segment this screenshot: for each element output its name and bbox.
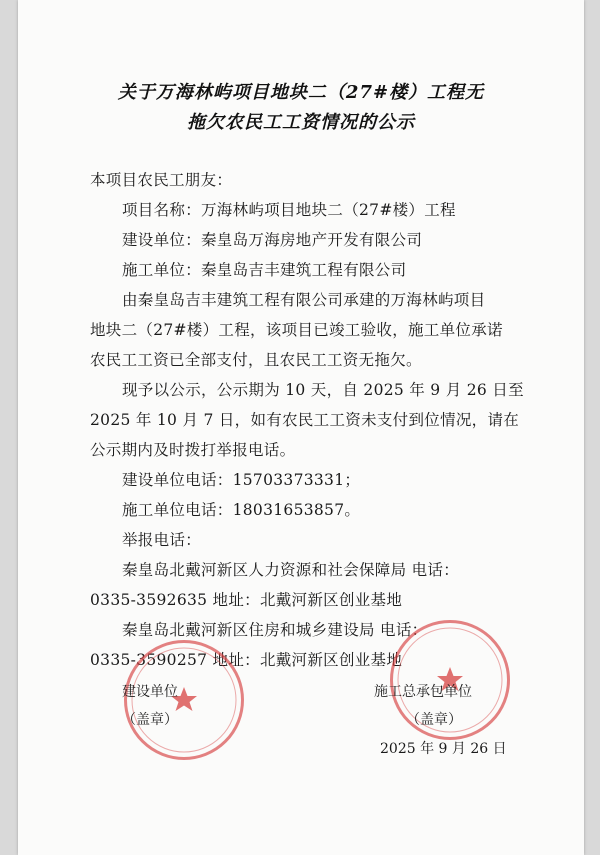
- builder-signature-label: 建设单位: [122, 684, 178, 700]
- report-phone-label: 举报电话：: [122, 531, 202, 549]
- project-name: 项目名称：万海林屿项目地块二（27#楼）工程: [122, 201, 456, 219]
- document-date: 2025 年 9 月 26 日: [380, 741, 507, 757]
- contractor-signature-label: 施工总承包单位: [374, 684, 472, 700]
- builder-unit: 建设单位：秦皇岛万海房地产开发有限公司: [122, 231, 423, 249]
- housing-bureau-line1: 秦皇岛北戴河新区住房和城乡建设局 电话：: [122, 621, 428, 639]
- salutation: 本项目农民工朋友：: [90, 171, 233, 189]
- document-title-line2: 拖欠农民工工资情况的公示: [187, 112, 415, 133]
- para2-line3: 公示期内及时拨打举报电话。: [90, 441, 296, 459]
- contractor-seal-label: （盖章）: [406, 712, 462, 728]
- builder-phone: 建设单位电话：15703373331；: [122, 471, 361, 489]
- builder-seal-label: （盖章）: [122, 712, 178, 728]
- para1-line3: 农民工工资已全部支付，且农民工工资无拖欠。: [90, 351, 422, 369]
- hrss-bureau-line2: 0335-3592635 地址：北戴河新区创业基地: [90, 591, 403, 609]
- hrss-bureau-line1: 秦皇岛北戴河新区人力资源和社会保障局 电话：: [122, 561, 460, 579]
- document-page: [18, 0, 584, 855]
- para1-line2: 地块二（27#楼）工程，该项目已竣工验收，施工单位承诺: [90, 321, 503, 339]
- contractor-phone: 施工单位电话：18031653857。: [122, 501, 361, 519]
- contractor-unit: 施工单位：秦皇岛吉丰建筑工程有限公司: [122, 261, 407, 279]
- document-title-line1: 关于万海林屿项目地块二（27#楼）工程无: [117, 82, 485, 103]
- para2-line2: 2025 年 10 月 7 日，如有农民工工资未支付到位情况，请在: [90, 411, 520, 429]
- para1-line1: 由秦皇岛吉丰建筑工程有限公司承建的万海林屿项目: [122, 291, 486, 309]
- housing-bureau-line2: 0335-3590257 地址：北戴河新区创业基地: [90, 651, 403, 669]
- para2-line1: 现予以公示，公示期为 10 天，自 2025 年 9 月 26 日至: [122, 381, 524, 399]
